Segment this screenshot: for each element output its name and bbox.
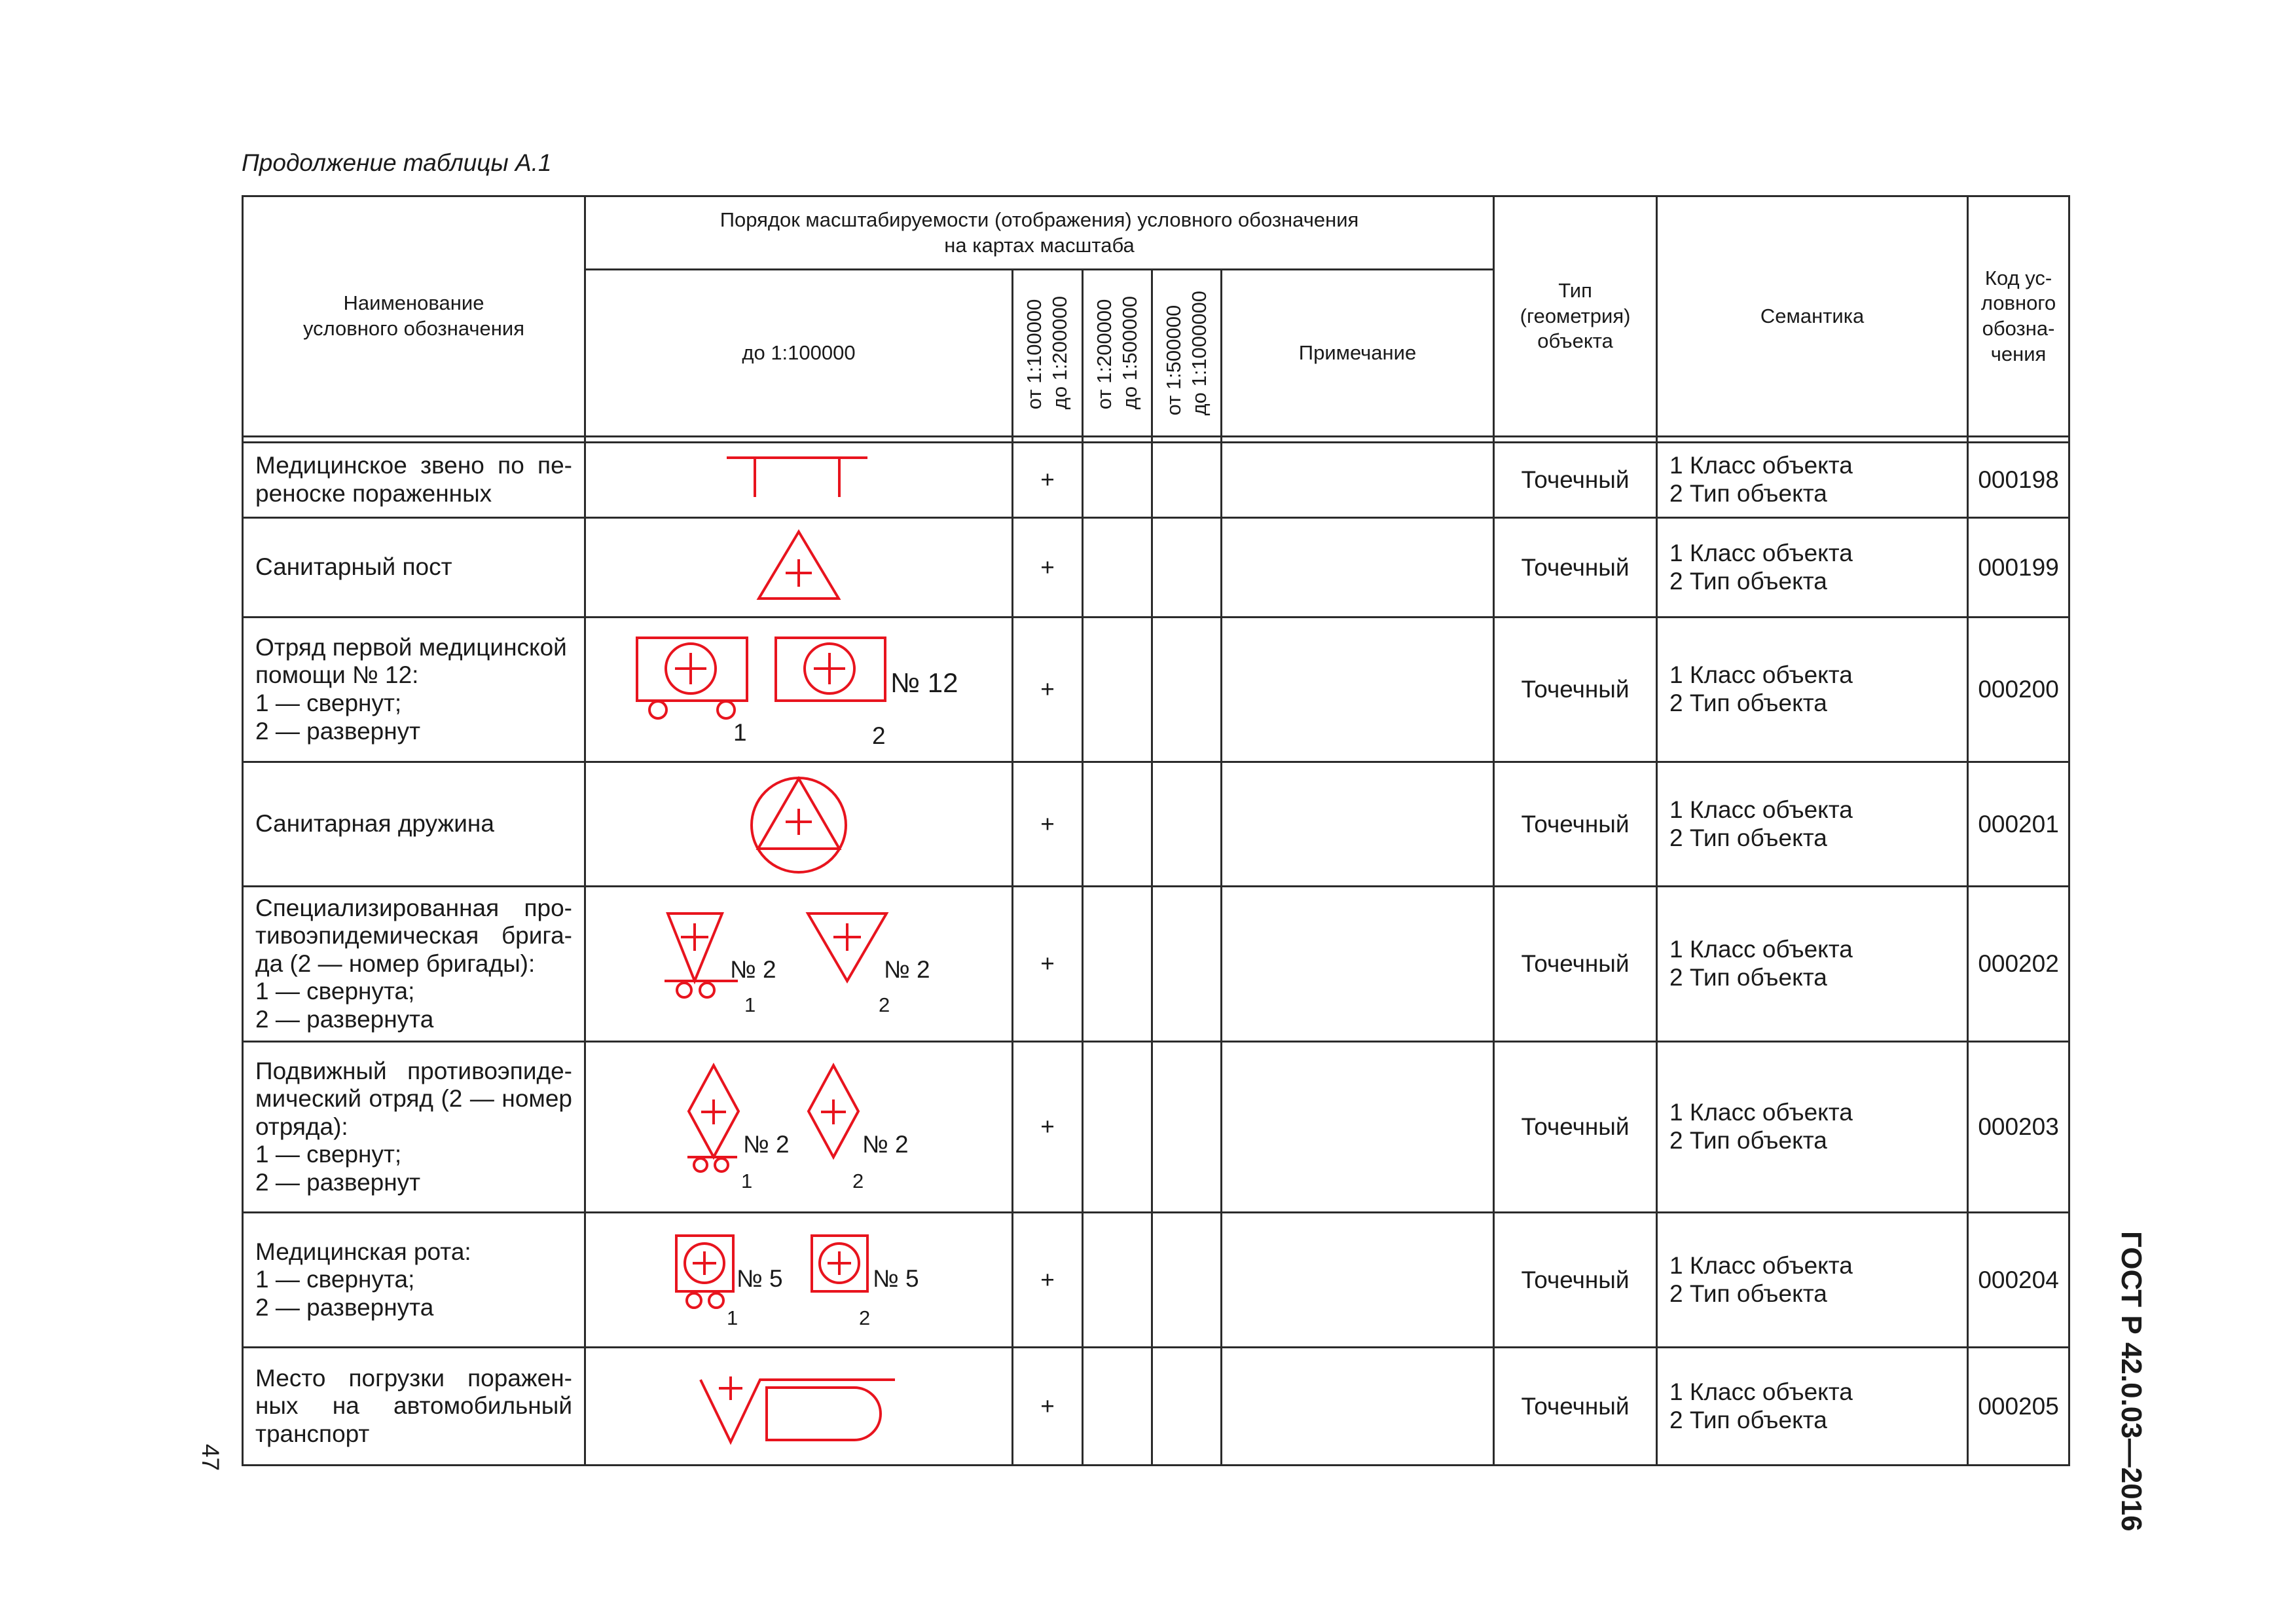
symbol-code: 000199 [1968,518,2069,618]
geometry-type: Точечный [1494,518,1657,618]
header-separator [243,437,2069,443]
header-to-100000: до 1:100000 [585,270,1013,437]
symbol-name: Медицинская рота: 1 — свернута; 2 — развернута [243,1213,585,1348]
symbol-code: 000198 [1968,443,2069,518]
symbol-code: 000205 [1968,1348,2069,1466]
scale-mark: + [1013,443,1083,518]
geometry-type: Точечный [1494,762,1657,887]
semantics: 1 Класс объекта 2 Тип объекта [1657,1213,1968,1348]
table-row [243,1042,2069,1213]
symbol-code: 000204 [1968,1213,2069,1348]
brigade-number-1: № 2 [730,956,776,983]
table-row [243,618,2069,762]
scale-mark: + [1013,1042,1083,1213]
symbol-name: Санитарный пост [243,518,585,618]
symbol-code: 000203 [1968,1042,2069,1213]
symbol-cell [585,1042,1013,1213]
variant-label-1: 1 [744,993,756,1016]
variant-label-2: 2 [879,993,890,1016]
geometry-type: Точечный [1494,1042,1657,1213]
symbol-cell [585,618,1013,762]
inverted-triangle-cross-symbol [586,887,1013,1043]
geometry-type: Точечный [1494,618,1657,762]
symbol-name: Медицинское звено по пе- реноске пораженных [243,443,585,518]
geometry-type: Точечный [1494,1348,1657,1466]
symbol-name: Место погрузки поражен- ных на автомобильный транспорт [243,1348,585,1466]
semantics: 1 Класс объекта 2 Тип объекта [1657,1042,1968,1213]
semantics: 1 Класс объекта 2 Тип объекта [1657,1348,1968,1466]
scale-mark: + [1013,1348,1083,1466]
symbol-cell [585,762,1013,887]
symbol-cell [585,443,1013,518]
symbol-code: 000202 [1968,887,2069,1042]
header-scale-group: Порядок масштабируемости (отображения) условного обозначения на картах масштаба [585,196,1494,270]
company-number-2: № 5 [873,1265,919,1292]
geometry-type: Точечный [1494,887,1657,1042]
symbol-cell [585,1213,1013,1348]
header-semantics: Семантика [1657,196,1968,437]
header-scale-1: от 1:100000 до 1:200000 [1023,296,1071,410]
detachment-number-2: № 2 [862,1131,909,1158]
symbol-name: Отряд первой медицинской помощи № 12: 1 — свернут; 2 — развернут [243,618,585,762]
symbol-code: 000201 [1968,762,2069,887]
table-row [243,443,2069,518]
symbol-name: Специализированная про- тивоэпидемическая брига- да (2 — номер бригады): 1 — свернута; 2 — развернута [243,887,585,1042]
header-name: Наименование условного обозначения [243,196,585,437]
variant-label-2: 2 [872,722,886,749]
table-row [243,887,2069,1042]
square-circle-cross-symbol [586,1213,1013,1348]
variant-label-1: 1 [741,1170,753,1192]
table-caption: Продолжение таблицы А.1 [242,149,552,176]
geometry-type: Точечный [1494,1213,1657,1348]
header-type: Тип (геометрия) объекта [1494,196,1657,437]
table-row [243,762,2069,887]
semantics: 1 Класс объекта 2 Тип объекта [1657,887,1968,1042]
detachment-number-1: № 2 [743,1131,790,1158]
page-number: 47 [197,1444,224,1471]
standard-title: ГОСТ Р 42.0.03—2016 [2115,1231,2147,1532]
geometry-type: Точечный [1494,443,1657,518]
table-row [243,1348,2069,1466]
table-row [243,1213,2069,1348]
symbol-name: Подвижный противоэпиде- мический отряд (2 — номер отряда): 1 — свернут; 2 — развернут [243,1042,585,1213]
scale-mark: + [1013,518,1083,618]
header-code: Код ус- ловного обозна- чения [1968,196,2069,437]
header-row-1 [243,196,2069,270]
header-scale-3: от 1:500000 до 1:1000000 [1161,290,1211,416]
brigade-number-2: № 2 [884,956,930,983]
triangle-cross-symbol [586,519,1013,618]
stretcher-team-symbol [586,443,1013,519]
header-note: Примечание [1222,270,1494,437]
semantics: 1 Класс объекта 2 Тип объекта [1657,618,1968,762]
circle-triangle-cross-symbol [586,763,1013,887]
symbol-cell [585,518,1013,618]
symbol-cell [585,1348,1013,1466]
variant-label-1: 1 [733,719,747,746]
variant-label-2: 2 [859,1306,871,1329]
scale-mark: + [1013,887,1083,1042]
detachment-number: № 12 [890,667,958,698]
semantics: 1 Класс объекта 2 Тип объекта [1657,762,1968,887]
loading-point-symbol [586,1348,1013,1466]
semantics: 1 Класс объекта 2 Тип объекта [1657,443,1968,518]
symbol-cell [585,887,1013,1042]
scale-mark: + [1013,618,1083,762]
symbol-code: 000200 [1968,618,2069,762]
first-aid-detachment-symbol [586,618,1013,763]
symbols-table [242,195,2070,1466]
scale-mark: + [1013,1213,1083,1348]
symbol-name: Санитарная дружина [243,762,585,887]
variant-label-2: 2 [852,1170,864,1192]
table-row [243,518,2069,618]
semantics: 1 Класс объекта 2 Тип объекта [1657,518,1968,618]
variant-label-1: 1 [727,1306,738,1329]
scale-mark: + [1013,762,1083,887]
header-scale-2: от 1:200000 до 1:500000 [1092,296,1141,410]
company-number-1: № 5 [737,1265,783,1292]
diamond-cross-symbol [586,1043,1013,1213]
